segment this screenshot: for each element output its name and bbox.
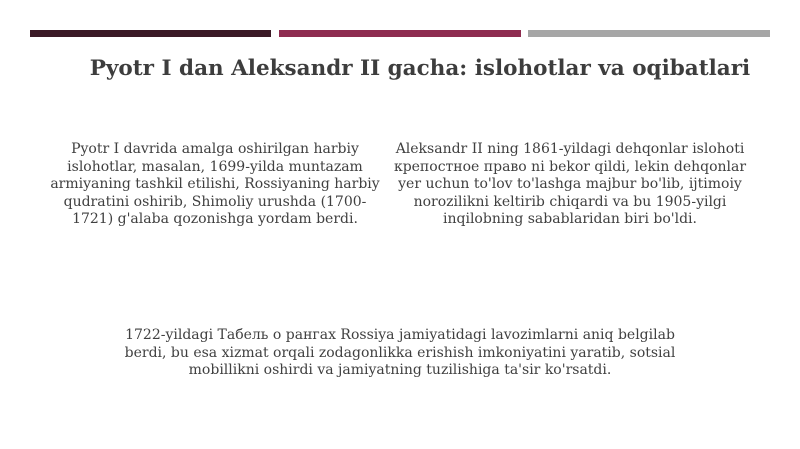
accent-bar-dark	[30, 30, 271, 37]
accent-bar-crimson	[279, 30, 521, 37]
paragraph-table-of-ranks: 1722-yildagi Табель о рангах Rossiya jamiyatidagi lavozimlarni aniq belgilab berdi, bu esa xizmat orqali zodagonlikka erishish imkoniyatini yaratib, sotsial mobillikni oshirdi va jamiyatning tuzilishiga ta'sir ko'rsatdi.	[124, 327, 676, 379]
slide-title: Pyotr I dan Aleksandr II gacha: islohotlar va oqibatlari	[89, 56, 751, 81]
paragraph-peasant-reform: Aleksandr II ning 1861-yildagi dehqonlar islohoti крепостное право ni bekor qildi, lekin dehqonlar yer uchun to'lov to'lashga majbur bo'lib, ijtimoiy norozilikni keltirib chiqardi va bu 1905-yilgi inqilobning sabablaridan biri bo'ldi.	[393, 141, 747, 228]
paragraph-military-reforms: Pyotr I davrida amalga oshirilgan harbiy islohotlar, masalan, 1699-yilda muntazam armiyaning tashkil etilishi, Rossiyaning harbiy qudratini oshirib, Shimoliy urushda (1700-1721) g'alaba qozonishga yordam berdi.	[50, 141, 380, 228]
accent-bar-gray	[528, 30, 770, 37]
